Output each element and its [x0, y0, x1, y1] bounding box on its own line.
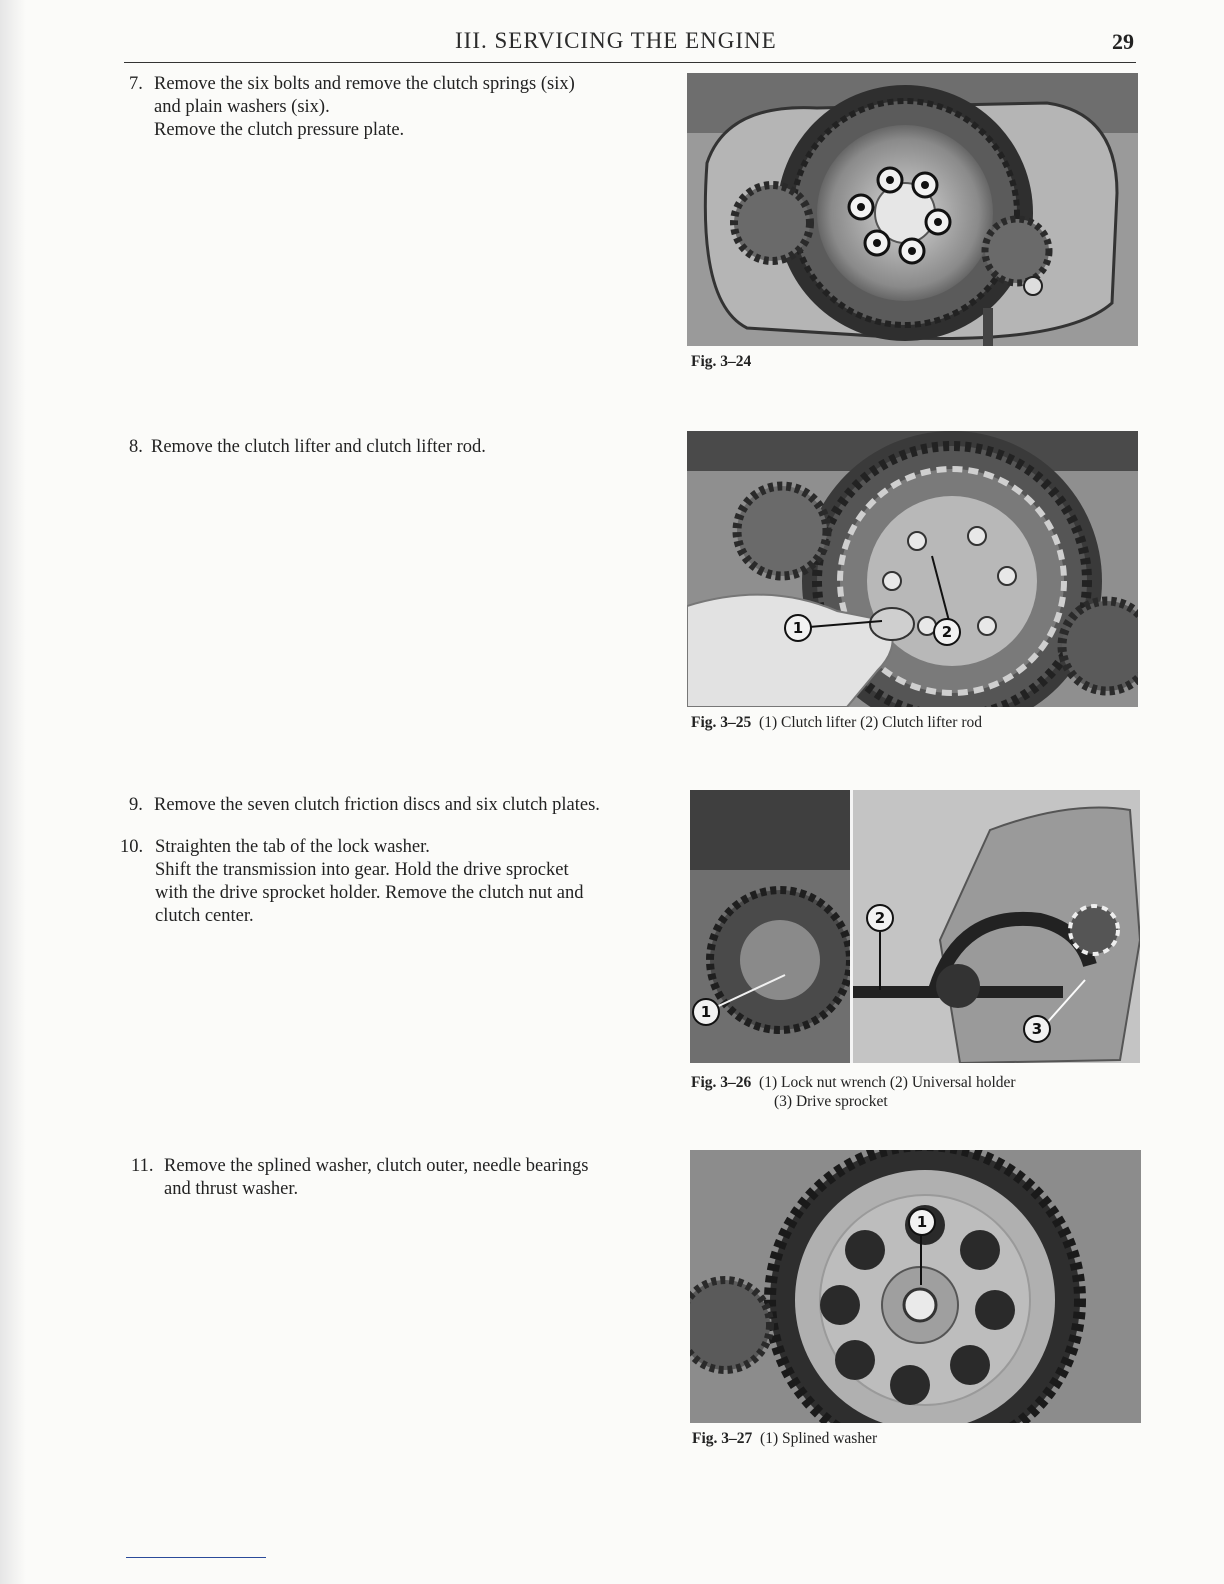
callout-1: 1: [908, 1208, 936, 1236]
figure-3-24-caption: [691, 353, 751, 371]
page-number: 29: [1112, 29, 1134, 54]
step-text-line: with the drive sprocket holder. Remove the clutch nut and: [155, 883, 584, 903]
step-9: [129, 794, 631, 824]
step-text-line: Remove the seven clutch friction discs and six clutch plates.: [154, 795, 600, 815]
step-text-line: Shift the transmission into gear. Hold the drive sprocket: [155, 860, 569, 880]
figure-caption-text: (1) Splined washer: [760, 1430, 878, 1447]
step-text-line: and plain washers (six).: [154, 97, 330, 117]
figure-3-26-caption: [691, 1073, 1016, 1111]
callout-1: 1: [692, 998, 720, 1026]
header-rule: [124, 62, 1136, 63]
figure-caption-text: (1) Clutch lifter (2) Clutch lifter rod: [759, 714, 982, 731]
page-edge-shadow: [0, 0, 26, 1584]
step-11: [131, 1155, 643, 1205]
step-text-line: Straighten the tab of the lock washer.: [155, 837, 430, 857]
callout-1: 1: [784, 614, 812, 642]
figure-3-27-caption: [692, 1430, 877, 1448]
step-text-line: Remove the clutch pressure plate.: [154, 120, 405, 140]
step-text-line: Remove the six bolts and remove the clutch springs (six): [154, 74, 575, 94]
figure-caption-text: (3) Drive sprocket: [774, 1093, 888, 1110]
step-number: 9.: [129, 795, 143, 815]
figure-label: Fig. 3–26: [691, 1074, 752, 1091]
figure-caption-text: (1) Lock nut wrench (2) Universal holder: [759, 1074, 1016, 1091]
step-7: [129, 73, 631, 153]
figure-3-24-photo: [687, 73, 1138, 346]
figure-3-26-photo: [690, 790, 1140, 1063]
callout-2: 2: [933, 618, 961, 646]
step-number: 11.: [131, 1156, 154, 1176]
step-text-line: clutch center.: [155, 906, 254, 926]
step-10: [120, 836, 631, 936]
page-header-title: III. SERVICING THE ENGINE: [455, 28, 777, 53]
callout-2: 2: [866, 904, 894, 932]
figure-3-27-photo: [690, 1150, 1141, 1423]
figure-label: Fig. 3–24: [691, 353, 752, 370]
step-number: 8.: [129, 437, 143, 457]
footer-rule: [126, 1557, 266, 1558]
figure-3-25-caption: [691, 714, 982, 732]
step-number: 7.: [129, 74, 143, 94]
step-text-line: Remove the clutch lifter and clutch lifter rod.: [151, 437, 486, 457]
figure-label: Fig. 3–25: [691, 714, 752, 731]
figure-3-25-photo: [687, 431, 1138, 707]
callout-3: 3: [1023, 1015, 1051, 1043]
figure-label: Fig. 3–27: [692, 1430, 753, 1447]
step-8: [129, 436, 631, 466]
step-number: 10.: [120, 837, 144, 857]
step-text-line: and thrust washer.: [164, 1179, 299, 1199]
step-text-line: Remove the splined washer, clutch outer, needle bearings: [164, 1156, 589, 1176]
